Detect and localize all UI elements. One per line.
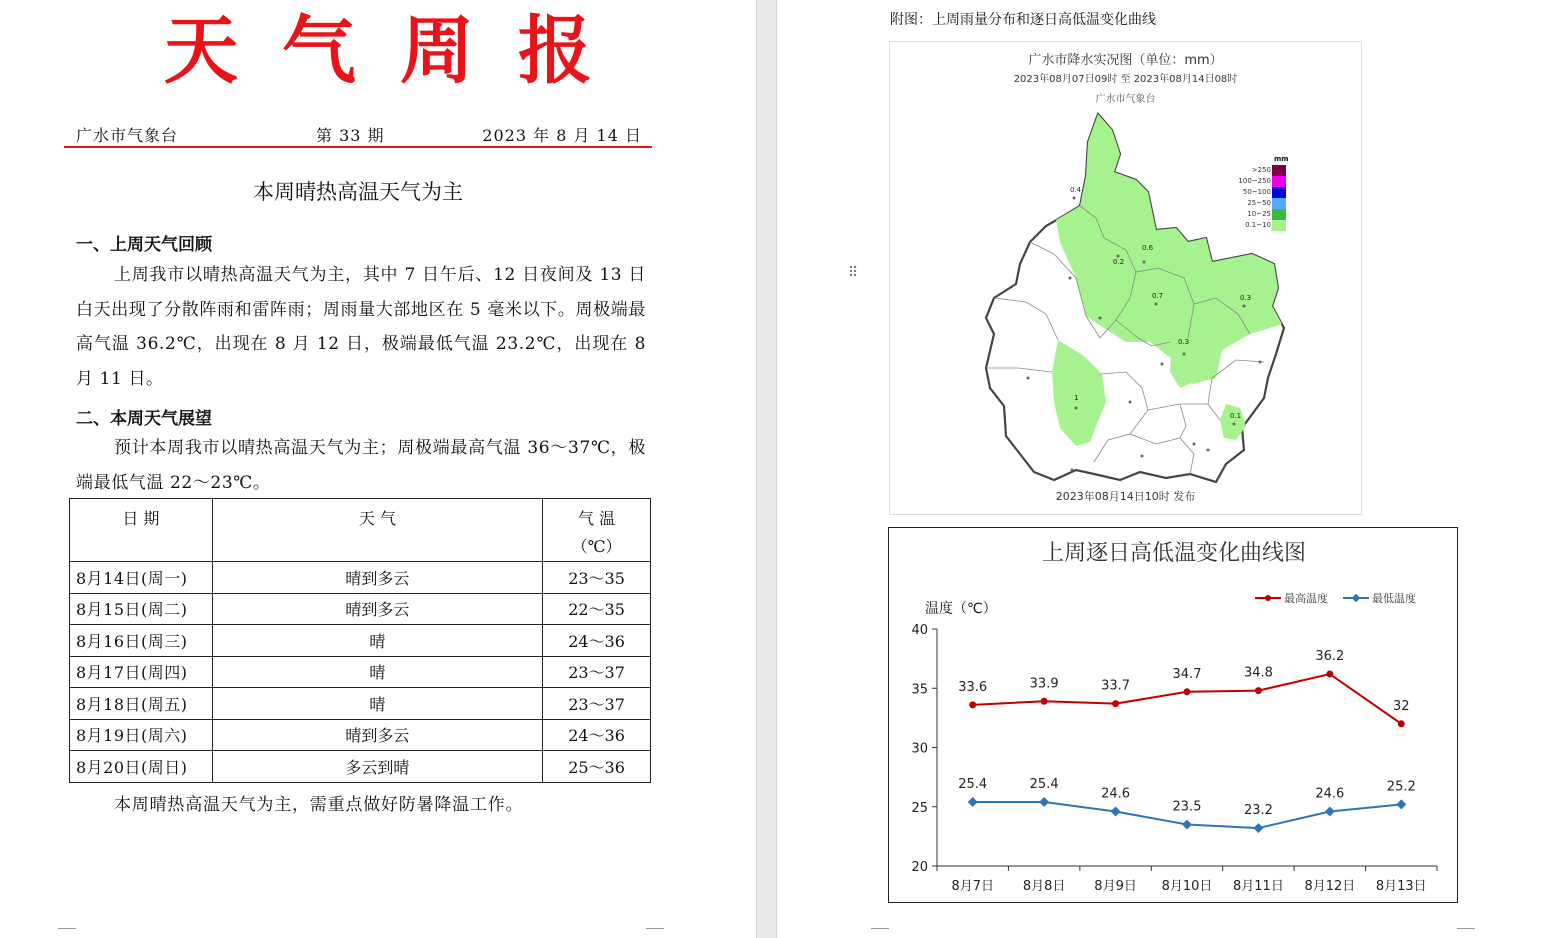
data-label: 32	[1393, 698, 1410, 714]
y-tick-label: 20	[911, 860, 928, 875]
section2-body: 预计本周我市以晴热高温天气为主；周极端最高气温 36～37℃，极端最低气温 22～23℃。	[76, 438, 646, 493]
data-point	[1182, 820, 1192, 830]
legend-item	[1230, 187, 1286, 198]
legend-item	[1230, 198, 1286, 209]
row-temp: 22～35	[543, 593, 651, 625]
section2-title: 二、本周天气展望	[76, 409, 212, 429]
y-tick-label: 35	[911, 682, 928, 698]
headline: 本周晴热高温天气为主	[253, 180, 463, 204]
map-footer: 2023年08月14日10时 发布	[1055, 490, 1196, 503]
drag-handle-icon[interactable]: ⠿	[848, 265, 860, 281]
row-weather: 晴到多云	[212, 593, 542, 625]
header-weather: 天 气	[212, 499, 542, 562]
station-value: 0.2	[1113, 258, 1125, 266]
appendix-caption: 附图：上周雨量分布和逐日高低温变化曲线	[890, 12, 1156, 28]
data-point	[1255, 687, 1262, 694]
data-label: 36.2	[1315, 649, 1345, 665]
row-temp: 24～36	[543, 625, 651, 657]
crop-mark	[646, 928, 664, 938]
legend-label: 10~25	[1247, 210, 1271, 218]
row-date: 8月17日(周四)	[70, 656, 213, 688]
rain-map	[889, 41, 1362, 515]
row-temp: 23～35	[543, 562, 651, 594]
x-tick-label: 8月7日	[951, 879, 994, 894]
station-dot	[1075, 407, 1078, 410]
station-dot	[1027, 377, 1030, 380]
legend-item	[1230, 176, 1286, 187]
row-date: 8月16日(周三)	[70, 625, 213, 657]
station-value: 0.6	[1142, 244, 1154, 252]
data-point	[1039, 797, 1049, 807]
legend-marker	[1352, 594, 1360, 602]
station-value: 0.4	[1070, 186, 1082, 194]
legend-label: 100~250	[1238, 177, 1271, 185]
y-tick-label: 40	[911, 623, 928, 638]
station-dot	[1141, 455, 1144, 458]
row-temp: 23～37	[543, 656, 651, 688]
table-row	[70, 688, 651, 720]
data-label: 25.2	[1386, 779, 1416, 795]
data-point	[968, 797, 978, 807]
y-tick-label: 30	[911, 741, 928, 757]
data-label: 23.2	[1243, 803, 1273, 819]
station-value: 0.1	[1230, 412, 1242, 420]
data-label: 23.5	[1172, 799, 1202, 815]
issue-info-row	[76, 123, 642, 145]
data-label: 24.6	[1101, 786, 1131, 802]
header-temp-line1: 气 温	[578, 509, 616, 528]
station-value: 1	[1074, 394, 1079, 402]
rain-map-svg	[890, 42, 1363, 516]
crop-mark	[871, 928, 889, 938]
red-divider	[64, 146, 652, 148]
station-dot	[1155, 303, 1158, 306]
header-temp	[543, 499, 651, 562]
legend-label: 最高温度	[1284, 592, 1328, 605]
station-dot	[1233, 423, 1236, 426]
legend-label: 25~50	[1247, 199, 1271, 207]
station-dot	[1099, 317, 1102, 320]
legend-swatch	[1272, 187, 1286, 198]
data-label: 33.6	[958, 679, 988, 695]
table-row	[70, 656, 651, 688]
temperature-chart-svg	[889, 528, 1459, 904]
section1-body: 上周我市以晴热高温天气为主，其中 7 日午后、12 日夜间及 13 日白天出现了分散阵雨和雷阵雨；周雨量大部地区在 5 毫米以下。周极端最高气温 36.2℃，出现在 8 月 12 日，极端最低气温 23.2℃，出现在 8 月 11 日。	[76, 265, 646, 389]
series-max	[958, 649, 1409, 727]
data-point	[1184, 688, 1191, 695]
map-title: 广水市降水实况图（单位：mm）	[1028, 53, 1223, 68]
table-row	[70, 593, 651, 625]
table-row	[70, 562, 651, 594]
row-date: 8月19日(周六)	[70, 719, 213, 751]
row-temp: 24～36	[543, 719, 651, 751]
legend-label: 0.1~10	[1245, 221, 1271, 229]
legend-item	[1230, 209, 1286, 220]
legend-marker	[1265, 595, 1271, 601]
row-temp: 23～37	[543, 688, 651, 720]
x-tick-label: 8月10日	[1161, 879, 1213, 894]
chart-series	[958, 649, 1416, 833]
legend-label: 最低温度	[1372, 592, 1416, 605]
row-weather: 晴	[212, 656, 542, 688]
legend-swatch	[1272, 209, 1286, 220]
row-weather: 晴到多云	[212, 562, 542, 594]
data-point	[1112, 700, 1119, 707]
row-date: 8月20日(周日)	[70, 751, 213, 783]
station-dot	[1129, 401, 1132, 404]
station-dot	[1243, 305, 1246, 308]
station-value: 0.3	[1178, 338, 1190, 346]
header-temp-line2: （℃）	[571, 537, 622, 556]
x-tick-label: 8月12日	[1304, 879, 1356, 894]
data-point	[1111, 807, 1121, 817]
x-tick-label: 8月8日	[1022, 879, 1066, 894]
station-dot	[1161, 363, 1164, 366]
legend-item	[1230, 220, 1286, 231]
footer-note: 本周晴热高温天气为主，需重点做好防暑降温工作。	[114, 795, 524, 815]
rain-legend	[1230, 165, 1286, 231]
data-point	[1398, 720, 1405, 727]
table-row	[70, 751, 651, 783]
data-label: 25.4	[958, 777, 988, 793]
data-label: 33.9	[1029, 676, 1059, 692]
station-dot	[1207, 449, 1210, 452]
row-weather: 晴	[212, 688, 542, 720]
forecast-header-row	[70, 499, 651, 562]
row-weather: 晴到多云	[212, 719, 542, 751]
data-point	[1253, 823, 1263, 833]
page-divider	[756, 0, 757, 938]
station-value: 0.7	[1152, 292, 1164, 300]
chart-axes	[911, 623, 1437, 894]
legend-swatch	[1272, 220, 1286, 231]
issue-number: 第 33 期	[316, 126, 385, 145]
station-dot	[1259, 361, 1262, 364]
legend-item	[1230, 165, 1286, 176]
data-label: 34.8	[1243, 665, 1273, 681]
data-point	[1325, 807, 1335, 817]
data-point	[1396, 799, 1406, 809]
map-org: 广水市气象台	[1095, 94, 1156, 105]
station-dot	[1069, 277, 1072, 280]
chart-legend	[1255, 591, 1416, 605]
data-label: 25.4	[1029, 777, 1059, 793]
station-dot	[1183, 353, 1186, 356]
row-weather: 晴	[212, 625, 542, 657]
masthead-title: 天气周报	[164, 8, 636, 94]
legend-swatch	[1272, 176, 1286, 187]
data-label: 24.6	[1315, 786, 1345, 802]
station-dot	[1073, 197, 1076, 200]
data-point	[1041, 698, 1048, 705]
temperature-chart	[888, 527, 1458, 903]
station-value: 0.3	[1240, 294, 1252, 302]
legend-title: mm	[1274, 155, 1289, 163]
x-tick-label: 8月9日	[1094, 879, 1137, 894]
data-point	[1326, 671, 1333, 678]
y-axis-label: 温度（℃）	[925, 601, 997, 617]
legend-swatch	[1272, 165, 1286, 176]
row-date: 8月15日(周二)	[70, 593, 213, 625]
issue-date: 2023 年 8 月 14 日	[482, 126, 642, 145]
table-row	[70, 625, 651, 657]
map-subtitle: 2023年08月07日09时 至 2023年08月14日08时	[1013, 74, 1238, 85]
legend-swatch	[1272, 198, 1286, 209]
y-tick-label: 25	[911, 800, 928, 816]
header-date: 日 期	[70, 499, 213, 562]
row-weather: 多云到晴	[212, 751, 542, 783]
chart-title: 上周逐日高低温变化曲线图	[1041, 541, 1307, 566]
station-dot	[1193, 443, 1196, 446]
row-temp: 25～36	[543, 751, 651, 783]
series-min	[958, 777, 1416, 833]
forecast-table	[69, 498, 651, 783]
crop-mark	[1457, 928, 1475, 938]
row-date: 8月14日(周一)	[70, 562, 213, 594]
station-dot	[1143, 261, 1146, 264]
legend-label: 50~100	[1242, 188, 1271, 196]
org-name: 广水市气象台	[76, 126, 179, 145]
table-row	[70, 719, 651, 751]
x-tick-label: 8月13日	[1375, 879, 1427, 894]
data-point	[969, 701, 976, 708]
data-label: 33.7	[1101, 678, 1131, 694]
row-date: 8月18日(周五)	[70, 688, 213, 720]
legend-label: >250	[1251, 166, 1271, 174]
data-label: 34.7	[1172, 666, 1202, 682]
station-dot	[1071, 469, 1074, 472]
section1-title: 一、上周天气回顾	[76, 235, 212, 255]
x-tick-label: 8月11日	[1233, 879, 1284, 894]
crop-mark	[58, 928, 76, 938]
